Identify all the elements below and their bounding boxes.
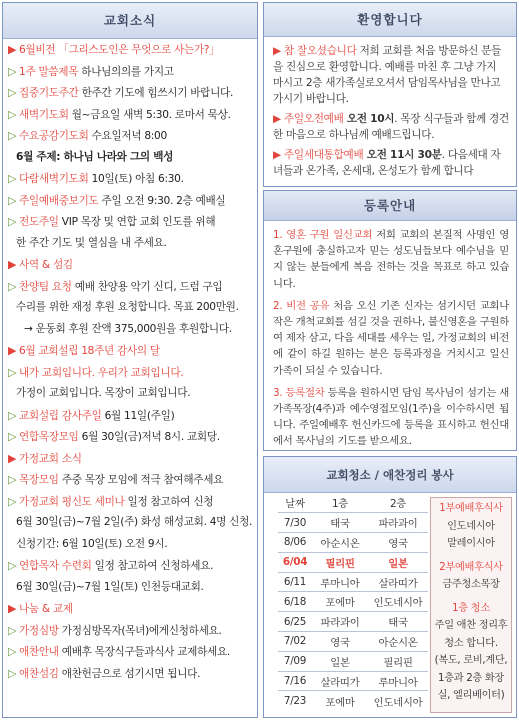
table-cell: 루마니아 xyxy=(368,671,428,691)
table-cell: 포에마 xyxy=(312,592,368,612)
table-cell: 7/23 xyxy=(278,691,312,711)
triangle-outline-icon: ▷ xyxy=(8,473,17,486)
church-news-panel xyxy=(2,2,258,718)
section-heading: ▶ 나눔 & 교제 xyxy=(8,598,253,620)
triangle-outline-icon: ▷ xyxy=(8,666,17,680)
table-cell: 7/16 xyxy=(278,671,312,691)
welcome-paragraph-1: ▶ 참 잘오셨습니다 저희 교회를 처음 방문하신 분들을 진심으로 환영합니다. 예배를 마친 후 그냥 가지 마시고 2층 새가족실로오셔서 담임목사님을 만나고 가시기 바랍니다. xyxy=(273,45,502,105)
welcome-paragraph-3: ▶ 주일세대통합예배 오전 11시 30분. 다음세대 자녀들과 온가족, 온세대, 온성도가 함께 합니다 xyxy=(273,149,501,177)
table-cell: 인도네시아 xyxy=(368,691,428,711)
news-continuation: 수리를 위한 재정 후원 요청합니다. 목표 200만원. xyxy=(16,301,239,313)
service-duty-box xyxy=(430,497,512,713)
table-cell: 필리핀 xyxy=(312,552,368,572)
registration-panel xyxy=(263,190,517,451)
news-continuation: → 운동회 후원 잔액 375,000원을 후원합니다. xyxy=(24,322,232,335)
news-item: ▷ 1주 말씀제목 하나님의의를 가지고 xyxy=(8,61,253,83)
news-item: ▷ 새벽기도회 월~금요일 새벽 5:30. 로마서 묵상. xyxy=(8,104,253,126)
triangle-outline-icon: ▷ xyxy=(8,494,17,508)
registration-paragraph-3: 3. 등록절차 등록을 원하시면 담임 목사님이 섬기는 새가족목장(4주)과 예수영접모임(1주)을 이수하시면 됩니다. 주일예배후 헌신카드에 등록을 표시하고 헌신대에서 목사님의 기도를 받으세요. xyxy=(273,386,509,448)
table-row xyxy=(278,612,428,632)
news-item: ▷ 찬양팀 요청 예배 찬양용 악기 신디, 드럼 구입 xyxy=(8,276,253,298)
section-heading: ▶ 6월 교회설립 18주년 감사의 달 xyxy=(8,340,253,362)
triangle-outline-icon: ▷ xyxy=(8,215,17,228)
triangle-bullet-icon: ▶ xyxy=(8,451,17,465)
triangle-outline-icon: ▷ xyxy=(8,172,17,185)
triangle-outline-icon: ▷ xyxy=(8,64,17,78)
triangle-outline-icon: ▷ xyxy=(8,623,17,637)
table-cell: 7/09 xyxy=(278,651,312,671)
table-cell: 6/11 xyxy=(278,572,312,592)
church-news-list xyxy=(3,39,257,684)
welcome-paragraph-2: ▶ 주일오전예배 오전 10시. 목장 식구들과 함께 경건한 마음으로 하나님께 예배드립니다. xyxy=(273,113,509,141)
table-cell: 파라과이 xyxy=(368,513,428,533)
cleaning-duty-title: 교회청소 / 애찬정리 봉사 xyxy=(264,457,516,493)
triangle-outline-icon: ▷ xyxy=(8,193,17,207)
table-cell: 영국 xyxy=(368,533,428,553)
table-cell: 일본 xyxy=(312,651,368,671)
news-item: ▷ 가정교회 평신도 세미나 일정 참고하여 신청 xyxy=(8,491,253,513)
table-header-row xyxy=(278,493,428,513)
table-cell: 살라띠가 xyxy=(368,572,428,592)
triangle-outline-icon: ▷ xyxy=(8,86,17,99)
table-row xyxy=(278,513,428,533)
news-continuation: 6월 30일(금)~7월 2일(주) 화성 해성교회. 4명 신청. xyxy=(16,516,253,528)
table-cell: 7/02 xyxy=(278,632,312,652)
triangle-bullet-icon: ▶ xyxy=(8,258,17,271)
welcome-panel xyxy=(263,2,517,187)
news-continuation: 한 주간 기도 및 열심을 내 주세요. xyxy=(16,236,167,249)
table-header-cell: 1층 xyxy=(331,498,349,511)
registration-title: 등록안내 xyxy=(264,191,516,221)
table-cell: 6/04 xyxy=(278,552,312,572)
news-item: ▷ 주일예배중보기도 주일 오전 9:30. 2층 예배실 xyxy=(8,190,253,212)
table-cell: 파라과이 xyxy=(312,612,368,632)
table-cell: 아순시온 xyxy=(368,632,428,652)
table-cell: 필리핀 xyxy=(368,651,428,671)
news-item: ▷ 연합목자 수련회 일정 참고하여 신청하세요. xyxy=(8,555,253,577)
triangle-outline-icon: ▷ xyxy=(8,365,17,379)
table-row xyxy=(278,572,428,592)
service-detail: 주일 애찬 정리후 청소 합니다. (복도, 로비,계단, 1층과 2층 화장실, 엘리베이터) xyxy=(434,620,508,701)
triangle-bullet-icon: ▶ xyxy=(8,43,17,56)
registration-paragraph-2: 2. 비전 공유 처음 오신 기존 신자는 섬기시던 교회나 작은 개척교회를 섬길 것을 권하나, 불신영혼을 구원하여 제자 삼고, 다음 세대를 세우는 일, 가정교회의 비전에 같이 하길 원하는 분은 등록과정을 거치시고 일신 가족이 되실 수 있습니다. xyxy=(273,299,509,377)
triangle-outline-icon: ▷ xyxy=(8,645,17,658)
table-row xyxy=(278,533,428,553)
cleaning-schedule-table xyxy=(278,493,428,711)
news-item: ▷ 집중기도주간 한주간 기도에 힘쓰시기 바랍니다. xyxy=(8,82,253,104)
news-item: ▷ 연합목장모임 6월 30일(금)저녁 8시. 교회당. xyxy=(8,426,253,448)
news-item: ▷ 전도주일 VIP 목장 및 연합 교회 인도를 위해 xyxy=(8,211,253,233)
news-item: ▷ 내가 교회입니다. 우리가 교회입니다. xyxy=(8,362,253,384)
table-row xyxy=(278,691,428,711)
table-header-cell: 날짜 xyxy=(285,498,305,511)
church-news-title: 교회소식 xyxy=(3,3,257,39)
table-cell: 6/25 xyxy=(278,612,312,632)
table-cell: 아순시온 xyxy=(312,533,368,553)
triangle-outline-icon: ▷ xyxy=(8,559,17,572)
table-cell: 6/18 xyxy=(278,592,312,612)
cleaning-duty-panel xyxy=(263,456,517,718)
section-heading: ▶ 사역 & 섬김 xyxy=(8,254,253,276)
news-item: ▷ 애찬안내 예배후 목장식구들과식사 교제하세요. xyxy=(8,641,253,663)
triangle-outline-icon: ▷ xyxy=(8,107,17,121)
service-detail: 금주청소목장 xyxy=(442,579,500,590)
triangle-bullet-icon: ▶ xyxy=(8,344,17,357)
table-header-cell: 2층 xyxy=(389,498,407,511)
table-cell: 8/06 xyxy=(278,533,312,553)
triangle-outline-icon: ▷ xyxy=(8,129,17,142)
table-row xyxy=(278,592,428,612)
news-item: ▷ 목장모임 주중 목장 모임에 적극 참여해주세요 xyxy=(8,469,253,491)
news-item: ▷ 교회설립 감사주일 6월 11일(주일) xyxy=(8,405,253,427)
table-cell: 태국 xyxy=(368,612,428,632)
table-cell: 태국 xyxy=(312,513,368,533)
table-row xyxy=(278,632,428,652)
table-row xyxy=(278,651,428,671)
service-label: 1층 청소 xyxy=(452,602,490,614)
triangle-outline-icon: ▷ xyxy=(8,430,17,443)
news-item: ▷ 다람새벽기도회 10일(토) 아침 6:30. xyxy=(8,168,253,190)
table-cell: 일본 xyxy=(368,552,428,572)
triangle-outline-icon: ▷ xyxy=(8,408,17,422)
table-cell: 7/30 xyxy=(278,513,312,533)
news-continuation: 6월 30일(금)~7월 1일(토) 인천등대교회. xyxy=(16,580,204,593)
welcome-title: 환영합니다 xyxy=(264,3,516,37)
news-continuation: 가정이 교회입니다. 목장이 교회입니다. xyxy=(16,387,191,399)
table-cell: 영국 xyxy=(312,632,368,652)
table-row xyxy=(278,552,428,572)
section-heading: ▶ 가정교회 소식 xyxy=(8,448,253,470)
service-label: 1부예배후식사 xyxy=(439,503,503,514)
news-item: ▷ 애찬섬김 애찬헌금으로 섬기시면 됩니다. xyxy=(8,663,253,685)
table-cell: 포에마 xyxy=(312,691,368,711)
service-detail: 인도네시아 말레이시아 xyxy=(447,520,495,549)
triangle-bullet-icon: ▶ xyxy=(8,602,17,615)
section-heading: ▶ 6월비전 「그리스도인은 무엇으로 사는가?」 xyxy=(8,39,253,61)
news-item: ▷ 수요공감기도회 수요일저녁 8:00 xyxy=(8,125,253,147)
table-cell: 살라띠가 xyxy=(312,671,368,691)
news-continuation: 신청기간: 6월 10일(토) 오전 9시. xyxy=(16,537,168,550)
registration-paragraph-1: 1. 영혼 구원 일신교회 저희 교회의 본질적 사명인 영혼구원에 충실하고자 믿는 성도님들보다 예수님을 믿지 않는 분들에게 복음 전하는 것을 목표로 하고 있습니다. xyxy=(273,229,509,290)
table-cell: 루마니아 xyxy=(312,572,368,592)
table-cell: 인도네시아 xyxy=(368,592,428,612)
news-emphasis: 6월 주제: 하나님 나라와 그의 백성 xyxy=(16,150,174,163)
triangle-outline-icon: ▷ xyxy=(8,279,17,293)
service-label: 2부예배후식사 xyxy=(439,561,503,573)
table-row xyxy=(278,671,428,691)
news-item: ▷ 가정심방 가정심방목자(목녀)에게신청하세요. xyxy=(8,620,253,642)
